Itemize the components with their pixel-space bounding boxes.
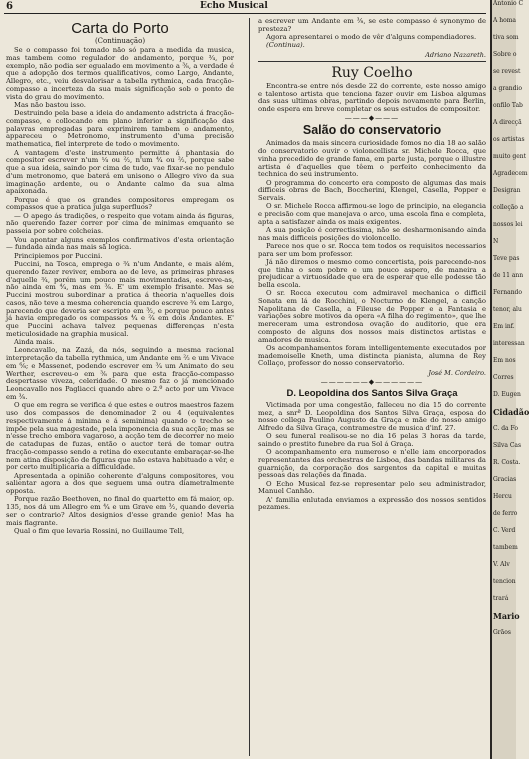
next-page-fragment: Cidadão [493, 407, 529, 417]
page-number: 6 [6, 1, 13, 12]
column-divider [249, 18, 250, 756]
paragraph: Parece nos que o sr. Rocca tem todos os requisitos necessarios para ser um bom professor. [258, 241, 486, 258]
next-page-fragment: nossos lei [493, 221, 523, 228]
paragraph: Leoncavallo, na Zazá, da nós, seguindo a mesma racional interpretação da tabella rythmica, um Andante em ²⁄₂ e um Vivace em ⁶⁄₈; e Massenet, podendo escrever em ³⁄₄ um Animato do seu Werther, escreveu-o em ³⁄₈ para que esta fracção-compasso despertasse viveza, celeridade. O mesmo faz o já mencionado Leoncavallo nos Pagliacci quando abre o 2.º acto por um Vivace em ³⁄₈. [6, 346, 234, 401]
next-page-fragment: tambem [493, 544, 518, 551]
next-page-fragment: tencion [493, 578, 516, 585]
next-page-fragment: de 11 ann [493, 272, 524, 279]
next-page-fragment: Grãos [493, 629, 511, 636]
section-rule [258, 61, 486, 62]
paragraph: A vantagem d'este instrumento permitte á phantasia do compositor escrever n'um ¼ ou ²⁄₂, n'um ⁴⁄₄ ou ²⁄₂, porque sabe que a sua ideia, saindo por cima de tudo, vae fixar-se no pendulo d'um metronomo, que baterá em unisono o Allegro vivo da sua imaginação ardente, ou o Andante calmo da sua alma apaixonada. [6, 148, 234, 196]
next-page-fragment: A direcçã [493, 119, 522, 126]
paragraph: Se o compasso foi tomado não só para a medida da musica, mas tambem como regulador do andamento, porque ¾, por exemplo, não podia ser egualado em movimento a ³⁄₈, a verdade é que a adopção dos termos qualificativos, como Largo, Andante, Allegro, etc., veiu desvalorisar a tabella rythmica, cada fracção-compasso a incerteza da sua mais significação sob o ponto de vista do grau do movimento. [6, 46, 234, 101]
article-title-carta-do-porto: Carta do Porto [71, 20, 169, 37]
header-rule [4, 13, 486, 14]
paragraph: Mas não bastou isso. [14, 100, 86, 109]
next-page-fragment: interessan [493, 340, 525, 347]
paragraph: O Echo Musical fez-se representar pelo seu administrador, Manuel Canhão. [258, 479, 486, 496]
paragraph: Agora apresentarei o modo de vêr d'alguns compendiadores. [266, 33, 477, 41]
next-page-fragment: R. Costa. [493, 459, 521, 466]
next-page-fragment: N [493, 238, 499, 245]
ornament-divider: ———◆——— [344, 114, 400, 123]
paragraph: O programma do concerto era composto de algumas das mais difficeis obras de Bach, Boccherini, Klengel, Casella, Popper e Servais. [258, 178, 486, 202]
paragraph: O seu funeral realisou-se no dia 16 pelas 3 horas da tarde, saindo o prestito funebre da rua Sol á Graça. [258, 432, 486, 449]
paragraph: Qual o fim que levaria Rossini, no Guillaume Tell, [14, 527, 185, 536]
next-page-fragment: de ferro [493, 510, 518, 517]
next-page-fragment: se revest [493, 68, 521, 75]
next-page-fragment: V. Alv [493, 561, 510, 568]
next-page-fragment: Desigran [493, 187, 521, 194]
next-page-fragment: C. da Fo [493, 425, 518, 432]
next-page-fragment: onfilo Tab [493, 102, 523, 109]
next-page-fragments [492, 0, 529, 637]
paragraph: Victimada por uma congestão, falleceu no dia 15 do corrente mez, a snrª D. Leopoldina dos Santos Silva Graça, esposa do nosso collega Paulino Augusto da Graça e mãe do nosso amigo Alfredo da Silva Graça, contramestre de musica d'inf. 27. [258, 400, 486, 433]
next-page-fragment: Silva Cas [493, 442, 522, 449]
publication-title: Echo Musical [200, 1, 268, 11]
article-subtitle: (Continuação) [94, 37, 146, 45]
ornament-divider: ——————◆—————— [320, 377, 424, 386]
next-page-fragment: muito gent [493, 153, 527, 160]
paragraph: Porque razão Beethoven, no final do quartetto em fá maior, op. 135, nos dá um Allegro em ⁴⁄₄ e um Grave em ³⁄₂, quando deveria ser o contrario? Altos designios d'esse grande genio! Mas ha mais flagrante. [6, 495, 234, 527]
next-page-fragment: Sobre o [493, 51, 517, 58]
article-title-leopoldina: D. Leopoldina dos Santos Silva Graça [286, 387, 458, 399]
next-page-fragment: colleção a [493, 204, 524, 211]
next-page-fragment: Corres [493, 374, 514, 381]
author-signature: Adriano Nazareth. [425, 51, 486, 59]
paragraph: O sr. Michele Rocca affirmou-se logo de principio, na elegancia e precisão com que manejava o arco, uma escola fina e completa, apta a satisfazer ainda os mais exigentes. [258, 202, 486, 226]
paragraph: Apresentada a opinião coherente d'alguns compositores, vou salientar agora a dos que seguem uma outra diametralmente opposta. [6, 471, 234, 496]
paragraph: a escrever um Andante em ³⁄₈, se este compasso é synonymo de presteza? [258, 17, 486, 33]
next-page-fragment: Teve pas [493, 255, 520, 262]
next-page-fragment: tenor, alu [493, 306, 522, 313]
author-signature: José M. Cordeiro. [428, 368, 486, 377]
paragraph: — O apego ás tradições, o respeito que votam ainda ás figuras, não querendo fazer correr por cima de minimas emquanto se passeia por sobre colcheias. [6, 211, 234, 236]
column-left [6, 18, 234, 758]
column-right [258, 18, 486, 758]
paragraph: Porque é que os grandes compositores empregam os compassos que a pratica julga superfluos? [6, 195, 234, 212]
article-title-ruy-coelho: Ruy Coelho [331, 65, 413, 81]
next-page-fragment: Em nos [493, 357, 516, 364]
paragraph: A' familia enlutada enviamos a expressão dos nossos sentidos pezames. [258, 495, 486, 512]
next-page-fragment: Hercu [493, 493, 512, 500]
next-page-fragment: Mario [493, 611, 520, 621]
paragraph: Encontra-se entre nós desde 22 do corrente, este nosso amigo e talentoso artista que tenciona fazer ouvir em Lisboa algumas das suas ultimas obras, partindo depois novamente para Berlin, onde espera em breve completar os seus estudos de compositor. [258, 82, 486, 114]
next-page-fragment: Antonio C [493, 0, 524, 7]
next-page-fragment: Gracias [493, 476, 517, 483]
paragraph: O acompanhamento era numeroso e n'elle iam encorporados representantes das orchestras de Lisboa, das bandas militares da guarnição, da corporação dos sargentos da capital e muitas pessoas das relações da finada. [258, 448, 486, 480]
next-page-fragment: tiva som [493, 34, 519, 41]
paragraph: O que em regra se verifica é que estes e outros maestros fazem uso dos compassos de denominador 2 ou 4 (equivalentes respectivamente á minima e á seminima) quando o trecho se impõe pela sua magestade, pela imponencia da sua acção; mas se n'esse trecho embora vagaroso, a acção tem de decorrer no meio de catadupas de fuzas, então o auctor terá de tomar outra fracção-compasso sendo a retina do executante embaraçar-se-lhe nem atina disposição de figuras que não estava habituado a vêr, e por certo multiplicaria a difficuldade. [6, 401, 234, 472]
next-page-fragment: trará [493, 595, 509, 602]
next-page-fragment: C. Verd [493, 527, 516, 534]
next-page-edge [490, 0, 529, 759]
paragraph: O sr. Rocca executou com admiravel mechanica o difficil Sonata em lá de Rocchini, o Nocturno de Klengel, a canção Napolitana de Casella, a Fileuse de Popper e a Fantasia e variações sobre motivos da opera «A filha do regimento», que lhe mereceram uma estrondosa ovação do auditorio, que era composto de alguns dos nossos mais distinctos artistas e amadores de musica. [258, 289, 486, 344]
next-page-fragment: os artistas [493, 136, 525, 143]
paragraph: Puccini, na Tosca, emprega o ¾ n'um Andante, e mais além, querendo fazer reviver, embora ao de leve, as primeiras phrases d'aquelle ¾, porém um pouco mais movimentadas, escreve-as, não ainda em ⁴⁄₄, mas em ³⁄₈. E' um exemplo frisante. Mas se Puccini mostrou subordinar a pratica á theoria n'aquelles dois casos, não teve a mesma coherencia quando escreve ¾ em Largo, parecendo que deveria ser escripto em ³⁄₂, e porque pouco antes já havia empregado os compassos ⁴⁄₄ e ²⁄₄ em dois Andantes. E' que Puccini achava talvez pequenas differenças n'esta meticulosidade na graphia musical. [6, 260, 234, 338]
paragraph: Principiemos por Puccini. [14, 251, 103, 260]
next-page-fragment: D. Eugen [493, 391, 521, 398]
next-page-fragment: Agradecem [493, 170, 528, 177]
next-page-fragment: a grandio [493, 85, 523, 92]
paragraph: Destruindo pela base a ideia do andamento adstricta á fracção-compasso, e collocando em plano inferior a significação das palavras empregadas para exprimirem tambem o andamento, appareceu o Metronomo, instrumento d'uma precisão mathematica, fiel interprete de todo o movimento. [6, 109, 234, 149]
next-page-fragment: A homa [493, 17, 516, 24]
page-header [0, 0, 490, 14]
paragraph: A sua posição é correctissima, não se desharmonisando ainda nas mais difficeis posições do violoncello. [258, 225, 486, 242]
paragraph: Já não diremos o mesmo como concertista, pois parecendo-nos que tinha o som pobre e um pouco aspero, de maneira a prejudicar a virtuosidade que era de esperar que elle podesse tão bella escola. [258, 257, 486, 290]
paragraph: Vou apontar alguns exemplos confirmativos d'esta orientação — fundada ainda nas mais sã logica. [6, 235, 234, 252]
next-page-fragment: Em inf. [493, 323, 515, 330]
article-title-salao: Salão do conservatorio [302, 123, 442, 138]
paragraph: Ainda mais. [14, 338, 55, 347]
paragraph: Animados da mais sincera curiosidade fomos no dia 18 ao salão do conservatorio ouvir o violoncellista sr. Michele Rocca, que vinha precedido de grande fama, em parte justa, porque o illustre artista é d'aquelles que têem o perfeito conhecimento da technica do seu instrumento. [258, 139, 486, 179]
paragraph: Os acompanhamentos foram intelligentemente executados por mademoiselle Kneth, uma distincta pianista, alumna de Rey Collaço, professor do nosso conservatorio. [258, 343, 486, 368]
continua-note: (Continua). [266, 41, 305, 50]
next-page-fragment: Fernando [493, 289, 523, 296]
